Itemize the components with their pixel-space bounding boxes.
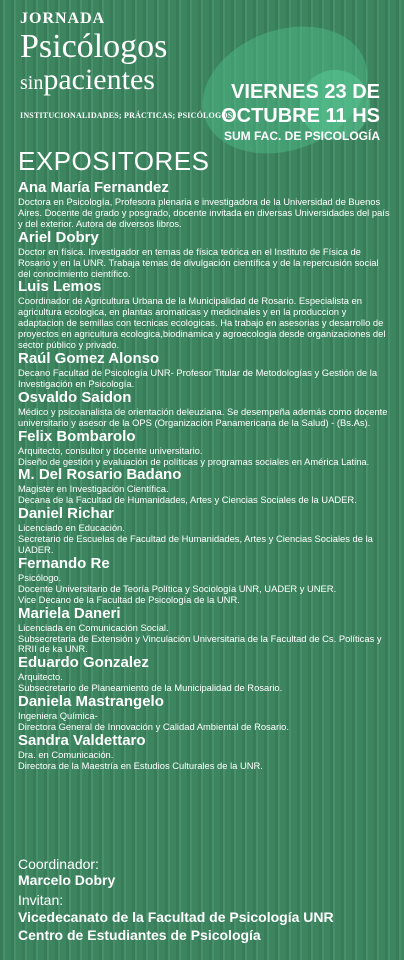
speaker-item (18, 180, 390, 230)
speaker-item (18, 733, 390, 772)
speaker-name: Mariela Daneri (18, 604, 121, 622)
speaker-description: Ingeniera Química- Directora General de Innovación y Calidad Ambiental de Rosario. (18, 710, 289, 733)
event-venue: SUM FAC. DE PSICOLOGÍA (223, 129, 380, 143)
speaker-item (18, 694, 390, 733)
speaker-description: Médico y psicoanalista de orientación deleuziana. Se desempeña además como docente universitario y asesor de la OPS (Organización Panamericana de la Salud) - (Bs.As). (18, 405, 388, 428)
coordinator-name: Marcelo Dobry (18, 872, 116, 888)
speaker-item (18, 230, 390, 280)
speaker-name: Daniela Mastrangelo (18, 693, 164, 711)
speaker-name: Eduardo Gonzalez (18, 654, 149, 672)
invitan-line-2: Centro de Estudiantes de Psicología (18, 927, 261, 943)
speaker-name: Osvaldo Saidon (18, 388, 132, 406)
invitan-block (18, 892, 334, 944)
invitan-label: Invitan: (18, 892, 64, 908)
event-date-line-1: VIERNES 23 DE (231, 81, 380, 103)
title-pacientes: pacientes (43, 63, 155, 96)
speaker-description: Arquitecto, consultor y docente universitario. Diseño de gestión y evaluación de políticas y programas sociales en América Latina. (18, 444, 370, 467)
speaker-item (18, 279, 390, 351)
speaker-description: Licenciado en Educación. Secretario de Escuelas de Facultad de Humanidades, Artes y Ciencias Sociales de la UADER. (18, 522, 373, 556)
coordinator-label: Coordinador: (18, 856, 99, 872)
invitan-line-1: Vicedecanato de la Facultad de Psicología UNR (18, 909, 334, 925)
speaker-name: Ariel Dobry (18, 228, 99, 246)
speaker-item (18, 655, 390, 694)
speaker-name: Raúl Gomez Alonso (18, 349, 160, 367)
speaker-description: Doctora en Psicología, Profesora plenaria e investigadora de la Universidad de Buenos Aires. Docente de grado y posgrado, docente invitada en diversas Universidades del país y del exterior. Autora de diversos libros. (18, 196, 390, 229)
speaker-item (18, 606, 390, 656)
speaker-name: Sandra Valdettaro (18, 732, 146, 749)
event-subtitle: INSTITUCIONALIDADES; PRÁCTICAS; PSICÓLOGOS (20, 111, 233, 120)
speaker-item (18, 506, 390, 556)
speaker-name: M. Del Rosario Badano (18, 466, 182, 484)
speaker-name: Ana María Fernandez (18, 179, 169, 196)
speaker-description: Arquitecto. Subsecretario de Planeamiento de la Municipalidad de Rosario. (18, 671, 283, 694)
title-line-1: Psicólogos (20, 28, 168, 65)
title-line-2 (20, 64, 220, 99)
speaker-item (18, 467, 390, 506)
speaker-list (18, 180, 390, 772)
speaker-item (18, 429, 390, 468)
speaker-item (18, 351, 390, 390)
speaker-name: Daniel Richar (18, 505, 114, 523)
speaker-name: Felix Bombarolo (18, 427, 136, 445)
event-title-block (20, 10, 233, 120)
speaker-description: Psicólogo. Docente Universitario de Teoría Política y Sociología UNR, UADER y UNER. Vice Decano de la Facultad de Psicología de la UNR. (18, 571, 337, 605)
speaker-description: Doctor en física. Investigador en temas de física teórica en el Instituto de Física de Rosario y en la UNR. Trabaja temas de divulgación científica y de la repercusión social del conocimiento científico. (18, 245, 379, 279)
speaker-description: Dra. en Comunicación. Directora de la Maestría en Estudios Culturales de la UNR. (18, 749, 263, 771)
speaker-description: Coordinador de Agricultura Urbana de la Municipalidad de Rosario. Especialista en agricultura ecologica, en plantas aromaticas y medicinales y en la produccion y adaptacion de semillas con tecnicas ecologicas. Ha trabajo en asesorias y desarrollo de proyectos en agricultura ecologica,biodinamica y agroecologia desde organizaciones del sector público y privado. (18, 295, 386, 351)
speaker-name: Fernando Re (18, 554, 110, 572)
coordinator-block (18, 856, 115, 888)
expositores-heading: EXPOSITORES (18, 146, 210, 176)
title-sin: sin (20, 72, 44, 94)
speaker-description: Licenciada en Comunicación Social. Subsecretaria de Extensión y Vinculación Universitaria de la Facultad de Cs. Políticas y RRII de ka UNR. (18, 621, 382, 655)
event-date-line-2: OCTUBRE 11 HS (221, 105, 380, 127)
speaker-name: Luis Lemos (18, 278, 102, 296)
speaker-description: Magister en Investigación Científica. Decana de la Facultad de Humanidades, Artes y Ciencias Sociales de la UADER. (18, 483, 357, 506)
event-date-block (221, 80, 380, 144)
speaker-description: Decano Facultad de Psicología UNR- Profesor Titular de Metodologías y Gestión de la Investigación en Psicología. (18, 366, 378, 389)
speaker-item (18, 390, 390, 429)
jornada-label: JORNADA (20, 10, 106, 27)
speaker-item (18, 556, 390, 606)
